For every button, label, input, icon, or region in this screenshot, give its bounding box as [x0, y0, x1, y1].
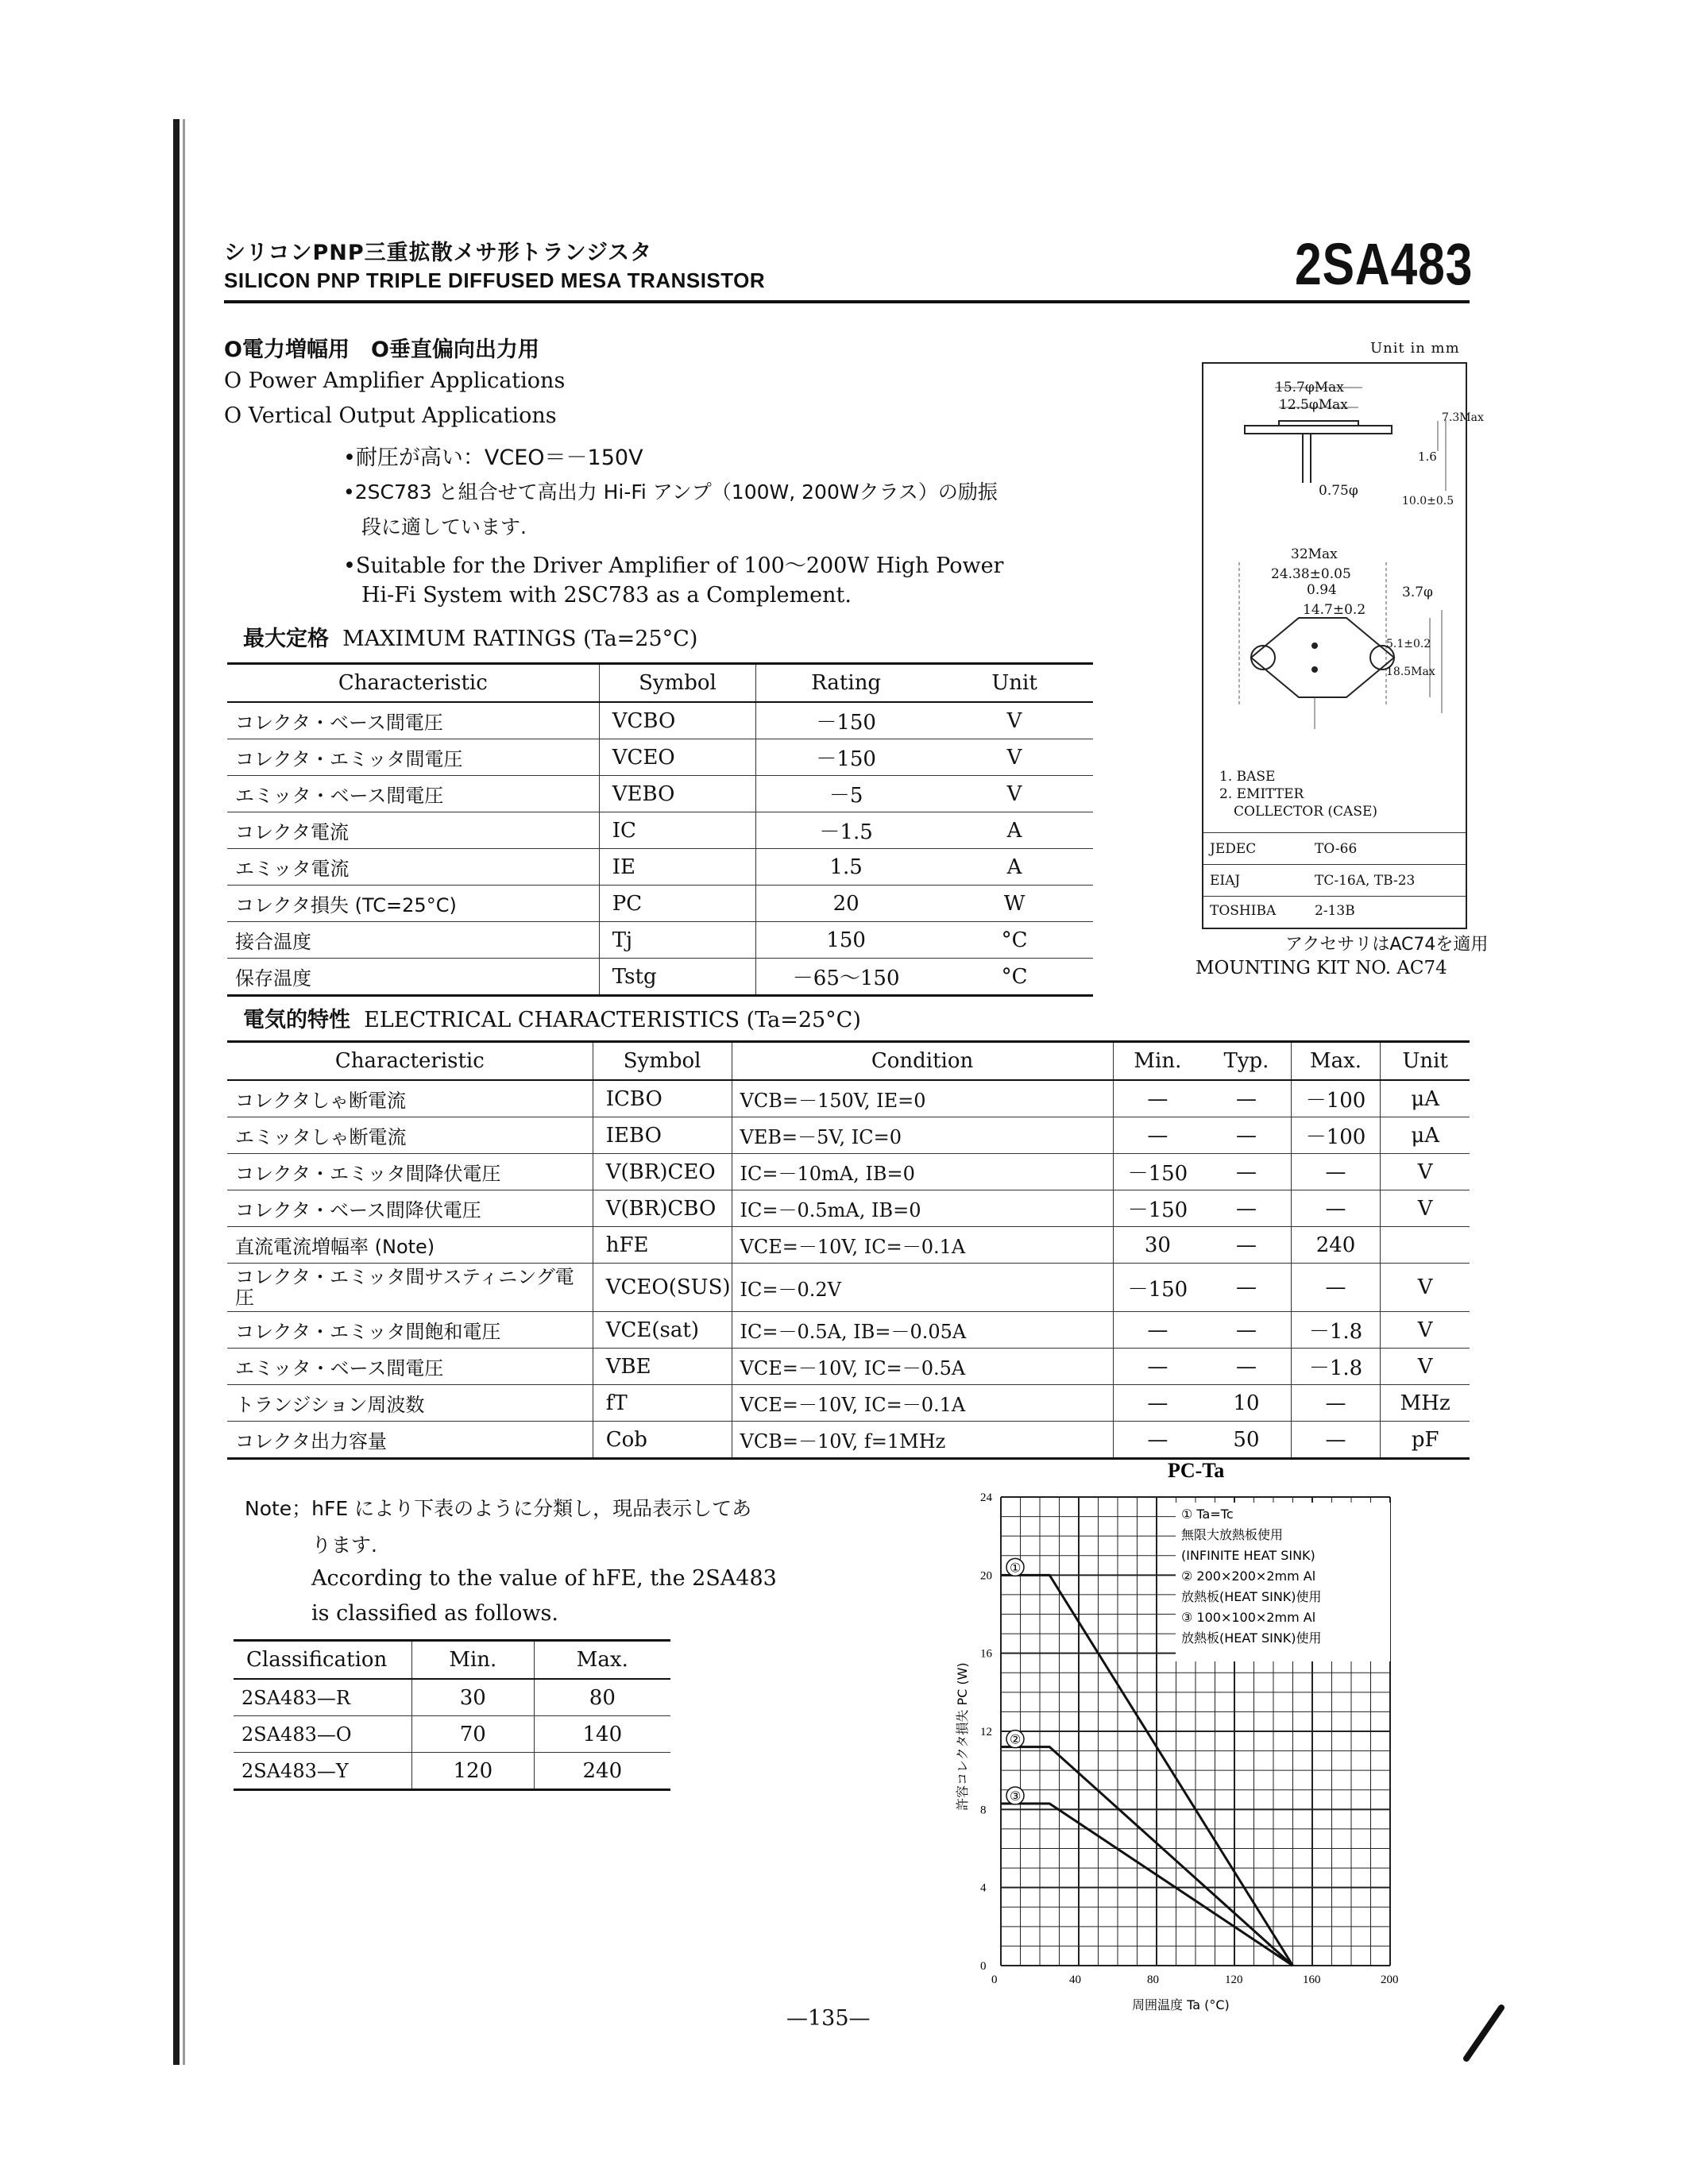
column-header: Characteristic [227, 664, 599, 703]
y-tick-label: 0 [980, 1960, 987, 1973]
cell-unit: V [1381, 1264, 1470, 1312]
column-header: Max. [1291, 1042, 1381, 1081]
cell-min: — [1113, 1117, 1202, 1154]
x-tick-label: 80 [1147, 1974, 1159, 1986]
table-row [227, 1385, 1470, 1422]
cell-symbol: IE [599, 849, 756, 886]
title-japanese: シリコンPNP三重拡散メサ形トランジスタ [224, 241, 653, 265]
table-row [234, 1753, 670, 1790]
dim-label: 0.75φ [1319, 483, 1358, 499]
cell-unit: V [1381, 1154, 1470, 1190]
cell-condition: IC=－0.5A, IB=－0.05A [732, 1312, 1113, 1349]
dim-label: 0.94 [1307, 582, 1337, 598]
table-row [227, 1264, 1470, 1312]
column-header: Symbol [593, 1042, 732, 1081]
series-line [1001, 1747, 1293, 1966]
y-tick-label: 20 [980, 1569, 992, 1583]
table-row [227, 849, 1093, 886]
legend-entry: ② 200×200×2mm Al [1181, 1569, 1316, 1584]
series-label: ③ [1010, 1788, 1022, 1804]
note-line: Note；hFE により下表のように分類し，現品表示してあ [245, 1497, 752, 1520]
page-number: —135— [786, 2006, 871, 2031]
dim-label: 15.7φMax [1275, 380, 1344, 396]
cell-condition: IC=－10mA, IB=0 [732, 1154, 1113, 1190]
cell-symbol: V(BR)CBO [593, 1190, 732, 1227]
legend-entry: 無限大放熱板使用 [1181, 1527, 1284, 1542]
table-row [227, 1080, 1470, 1117]
cell-condition: VCE=－10V, IC=－0.1A [732, 1227, 1113, 1264]
cell-symbol: VCEO [599, 739, 756, 776]
legend-entry: 放熱板(HEAT SINK)使用 [1181, 1630, 1322, 1646]
cell-rating: 20 [756, 886, 936, 922]
cell-symbol: VCE(sat) [593, 1312, 732, 1349]
standard-row [1203, 896, 1466, 925]
cell-rating: －150 [756, 739, 936, 776]
cell-symbol: Tstg [599, 959, 756, 996]
y-tick-label: 12 [980, 1726, 992, 1738]
cell-characteristic: コレクタ・エミッタ間降伏電圧 [227, 1154, 593, 1190]
accessory-jp: アクセサリはAC74を適用 [1285, 935, 1489, 955]
cell-rating: －150 [756, 702, 936, 739]
cell-symbol: VBE [593, 1349, 732, 1385]
cell-max: 240 [534, 1753, 670, 1790]
cell-typ: — [1202, 1264, 1291, 1312]
cell-unit: V [1381, 1349, 1470, 1385]
cell-classification: 2SA483—R [234, 1679, 411, 1716]
pin-label: COLLECTOR (CASE) [1234, 804, 1378, 820]
cell-characteristic: 直流電流増幅率 (Note) [227, 1227, 593, 1264]
table-row [227, 1312, 1470, 1349]
chart-title: PC-Ta [1168, 1461, 1225, 1482]
mounting-kit: MOUNTING KIT NO. AC74 [1196, 958, 1447, 978]
cell-classification: 2SA483—Y [234, 1753, 411, 1790]
cell-typ: 10 [1202, 1385, 1291, 1422]
table-row [227, 776, 1093, 812]
cell-unit: V [1381, 1190, 1470, 1227]
column-header: Characteristic [227, 1042, 593, 1081]
standard-name: EIAJ [1210, 873, 1241, 889]
cell-max: — [1291, 1385, 1381, 1422]
cell-unit [1381, 1227, 1470, 1264]
column-header: Condition [732, 1042, 1113, 1081]
cell-condition: IC=－0.2V [732, 1264, 1113, 1312]
cell-unit: °C [936, 922, 1093, 959]
y-tick-label: 8 [980, 1804, 987, 1817]
standard-row [1203, 832, 1466, 862]
cell-min: 120 [411, 1753, 534, 1790]
pc-ta-chart [949, 1461, 1442, 2017]
elec-char-title [243, 1002, 861, 1033]
pen-mark [1460, 2001, 1508, 2065]
cell-symbol: hFE [593, 1227, 732, 1264]
x-tick-label: 120 [1225, 1974, 1243, 1986]
cell-max: 240 [1291, 1227, 1381, 1264]
cell-unit: V [936, 739, 1093, 776]
dim-label: 18.5Max [1386, 666, 1435, 678]
cell-max: — [1291, 1422, 1381, 1459]
cell-unit: A [936, 849, 1093, 886]
cell-rating: －5 [756, 776, 936, 812]
cell-condition: IC=－0.5mA, IB=0 [732, 1190, 1113, 1227]
cell-min: — [1113, 1385, 1202, 1422]
cell-classification: 2SA483—O [234, 1716, 411, 1753]
dim-label: 3.7φ [1402, 585, 1433, 600]
cell-characteristic: エミッタ電流 [227, 849, 599, 886]
cell-condition: VEB=－5V, IC=0 [732, 1117, 1113, 1154]
cell-typ: — [1202, 1312, 1291, 1349]
chart-xlabel: 周囲温度 Ta (°C) [1132, 1997, 1230, 2012]
legend-entry: 放熱板(HEAT SINK)使用 [1181, 1589, 1322, 1604]
cell-symbol: VCBO [599, 702, 756, 739]
column-header: Symbol [599, 664, 756, 703]
standard-row [1203, 864, 1466, 893]
cell-min: －150 [1113, 1264, 1202, 1312]
series-line [1001, 1804, 1293, 1966]
feature-line: •耐圧が高い：VCEO＝－150V [343, 446, 643, 470]
cell-typ: — [1202, 1080, 1291, 1117]
y-tick-label: 4 [980, 1881, 987, 1895]
part-number: 2SA483 [1295, 231, 1474, 297]
application-item: O Vertical Output Applications [224, 403, 557, 428]
cell-condition: VCB=－150V, IE=0 [732, 1080, 1113, 1117]
note-line: ります. [311, 1534, 377, 1557]
max-ratings-title-jp: 最大定格 [243, 627, 329, 651]
elec-char-title-en: ELECTRICAL CHARACTERISTICS (Ta=25°C) [364, 1008, 861, 1032]
feature-line: 段に適しています. [361, 515, 527, 538]
cell-max: －100 [1291, 1117, 1381, 1154]
cell-symbol: Cob [593, 1422, 732, 1459]
cell-unit: V [936, 776, 1093, 812]
table-row [227, 1349, 1470, 1385]
cell-unit: μA [1381, 1080, 1470, 1117]
standard-value: TC-16A, TB-23 [1315, 873, 1416, 889]
cell-unit: pF [1381, 1422, 1470, 1459]
legend-entry: ① Ta=Tc [1181, 1507, 1234, 1522]
cell-characteristic: エミッタ・ベース間電圧 [227, 776, 599, 812]
column-header: Classification [234, 1641, 411, 1680]
cell-symbol: ICBO [593, 1080, 732, 1117]
cell-symbol: PC [599, 886, 756, 922]
cell-min: 70 [411, 1716, 534, 1753]
table-row [227, 886, 1093, 922]
cell-max: 140 [534, 1716, 670, 1753]
table-row [227, 1154, 1470, 1190]
cell-min: －150 [1113, 1154, 1202, 1190]
cell-typ: — [1202, 1227, 1291, 1264]
x-tick-label: 160 [1303, 1974, 1321, 1986]
series-label: ① [1010, 1560, 1022, 1576]
elec-char-title-jp: 電気的特性 [243, 1008, 350, 1032]
table-row [227, 1227, 1470, 1264]
table-row [227, 922, 1093, 959]
legend-entry: ③ 100×100×2mm Al [1181, 1610, 1316, 1625]
x-tick-label: 40 [1069, 1974, 1081, 1986]
cell-max: — [1291, 1190, 1381, 1227]
cell-symbol: IC [599, 812, 756, 849]
feature-line: •2SC783 と組合せて高出力 Hi-Fi アンプ（100W, 200Wクラス）の励振 [343, 480, 998, 504]
dim-label: 24.38±0.05 [1271, 566, 1351, 582]
cell-unit: V [936, 702, 1093, 739]
dim-label: 5.1±0.2 [1386, 638, 1431, 650]
cell-max: －1.8 [1291, 1349, 1381, 1385]
series-label: ② [1010, 1731, 1022, 1747]
note-line: is classified as follows. [311, 1601, 558, 1626]
standard-value: TO-66 [1315, 841, 1358, 857]
cell-symbol: VCEO(SUS) [593, 1264, 732, 1312]
cell-characteristic: エミッタしゃ断電流 [227, 1117, 593, 1154]
cell-max: －100 [1291, 1080, 1381, 1117]
x-tick-label: 0 [991, 1974, 998, 1986]
applications-heading-jp: O電力増幅用 O垂直偏向出力用 [224, 338, 539, 362]
cell-max: －1.8 [1291, 1312, 1381, 1349]
column-header: Min. [411, 1641, 534, 1680]
cell-rating: －1.5 [756, 812, 936, 849]
cell-typ: 50 [1202, 1422, 1291, 1459]
cell-min: — [1113, 1080, 1202, 1117]
cell-characteristic: コレクタしゃ断電流 [227, 1080, 593, 1117]
header-rule [224, 300, 1470, 303]
cell-characteristic: コレクタ・ベース間電圧 [227, 702, 599, 739]
cell-characteristic: コレクタ出力容量 [227, 1422, 593, 1459]
cell-typ: — [1202, 1154, 1291, 1190]
cell-characteristic: コレクタ・エミッタ間サスティニング電圧 [227, 1264, 593, 1312]
cell-max: — [1291, 1154, 1381, 1190]
cell-symbol: IEBO [593, 1117, 732, 1154]
cell-typ: — [1202, 1190, 1291, 1227]
cell-symbol: fT [593, 1385, 732, 1422]
dim-label: 12.5φMax [1279, 397, 1348, 413]
cell-condition: VCE=－10V, IC=－0.1A [732, 1385, 1113, 1422]
cell-min: — [1113, 1349, 1202, 1385]
pin-label: 2. EMITTER [1219, 786, 1304, 802]
feature-line: •Suitable for the Driver Amplifier of 100～200W High Power [343, 554, 1004, 578]
column-header: Unit [1381, 1042, 1470, 1081]
table-row [234, 1679, 670, 1716]
table-row [227, 739, 1093, 776]
cell-characteristic: コレクタ・ベース間降伏電圧 [227, 1190, 593, 1227]
cell-characteristic: 接合温度 [227, 922, 599, 959]
cell-typ: — [1202, 1117, 1291, 1154]
cell-rating: 150 [756, 922, 936, 959]
application-item: O Power Amplifier Applications [224, 369, 566, 393]
cell-max: — [1291, 1264, 1381, 1312]
title-english: SILICON PNP TRIPLE DIFFUSED MESA TRANSISTOR [224, 268, 766, 292]
cell-characteristic: 保存温度 [227, 959, 599, 996]
column-header: Min. [1113, 1042, 1202, 1081]
unit-label: Unit in mm [1370, 340, 1460, 357]
dim-label: 1.6 [1418, 450, 1437, 464]
cell-characteristic: トランジション周波数 [227, 1385, 593, 1422]
table-row [227, 812, 1093, 849]
cell-characteristic: エミッタ・ベース間電圧 [227, 1349, 593, 1385]
feature-line: Hi-Fi System with 2SC783 as a Complement. [361, 583, 852, 608]
classification-table [234, 1639, 670, 1791]
dim-label: 10.0±0.5 [1402, 495, 1454, 507]
standard-value: 2-13B [1315, 903, 1355, 919]
package-outline-box [1202, 362, 1484, 929]
page-binding-edge [173, 119, 180, 2065]
max-ratings-table [227, 662, 1093, 997]
cell-unit: MHz [1381, 1385, 1470, 1422]
cell-min: －150 [1113, 1190, 1202, 1227]
chart-ylabel: 許容コレクタ損失 PC (W) [955, 1662, 970, 1811]
chart-legend [1176, 1503, 1390, 1661]
standard-name: TOSHIBA [1210, 903, 1277, 919]
cell-max: 80 [534, 1679, 670, 1716]
cell-unit: °C [936, 959, 1093, 996]
cell-unit: A [936, 812, 1093, 849]
cell-symbol: Tj [599, 922, 756, 959]
cell-condition: VCE=－10V, IC=－0.5A [732, 1349, 1113, 1385]
cell-characteristic: コレクタ電流 [227, 812, 599, 849]
cell-rating: －65～150 [756, 959, 936, 996]
table-row [234, 1716, 670, 1753]
cell-min: 30 [411, 1679, 534, 1716]
cell-characteristic: コレクタ・エミッタ間飽和電圧 [227, 1312, 593, 1349]
table-row [227, 1422, 1470, 1459]
dim-label: 7.3Max [1442, 411, 1484, 424]
cell-condition: VCB=－10V, f=1MHz [732, 1422, 1113, 1459]
table-row [227, 1117, 1470, 1154]
elec-char-table [227, 1040, 1470, 1460]
y-tick-label: 16 [980, 1647, 992, 1661]
standard-name: JEDEC [1210, 841, 1257, 857]
max-ratings-title-en: MAXIMUM RATINGS (Ta=25°C) [342, 627, 698, 651]
column-header: Typ. [1202, 1042, 1291, 1081]
x-tick-label: 200 [1381, 1974, 1399, 1986]
cell-unit: V [1381, 1312, 1470, 1349]
cell-symbol: VEBO [599, 776, 756, 812]
dim-label: 32Max [1291, 546, 1338, 562]
cell-symbol: V(BR)CEO [593, 1154, 732, 1190]
cell-typ: — [1202, 1349, 1291, 1385]
max-ratings-title [243, 621, 697, 652]
column-header: Unit [936, 664, 1093, 703]
cell-unit: W [936, 886, 1093, 922]
table-row [227, 959, 1093, 996]
cell-unit: μA [1381, 1117, 1470, 1154]
note-line: According to the value of hFE, the 2SA483 [311, 1566, 777, 1591]
table-row [227, 1190, 1470, 1227]
y-tick-label: 24 [980, 1491, 992, 1504]
cell-min: — [1113, 1422, 1202, 1459]
legend-entry: (INFINITE HEAT SINK) [1181, 1548, 1315, 1563]
column-header: Rating [756, 664, 936, 703]
cell-characteristic: コレクタ・エミッタ間電圧 [227, 739, 599, 776]
pin-label: 1. BASE [1219, 769, 1276, 785]
cell-characteristic: コレクタ損失 (TC=25°C) [227, 886, 599, 922]
cell-min: — [1113, 1312, 1202, 1349]
cell-rating: 1.5 [756, 849, 936, 886]
table-row [227, 702, 1093, 739]
cell-min: 30 [1113, 1227, 1202, 1264]
dim-label: 14.7±0.2 [1303, 602, 1366, 618]
column-header: Max. [534, 1641, 670, 1680]
page-binding-shadow [183, 119, 185, 2065]
